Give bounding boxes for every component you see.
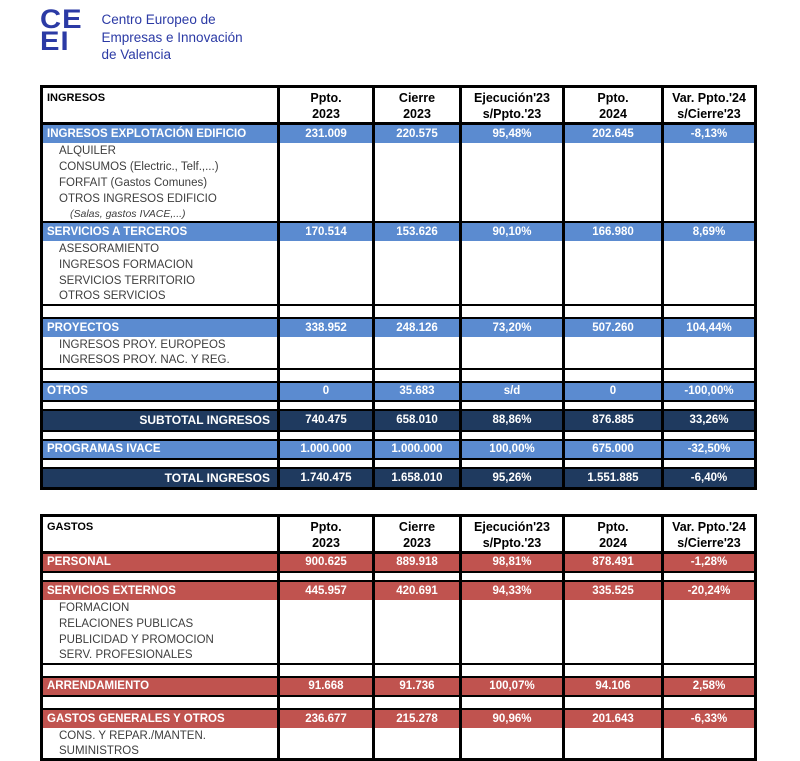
monogram-top: CE [40,4,83,34]
value-cell: 1.000.000 [279,440,374,459]
empty-cell [374,159,461,175]
empty-cell [42,664,279,677]
empty-cell [663,459,756,468]
empty-cell [374,728,461,744]
total-row [42,410,756,431]
empty-cell [279,143,374,159]
row-label: CONS. Y REPAR./MANTEN. [42,728,279,744]
section-row [42,124,756,143]
empty-cell [279,207,374,222]
sub-row [42,273,756,289]
empty-cell [461,241,564,257]
row-label: GASTOS GENERALES Y OTROS [42,709,279,728]
empty-cell [461,143,564,159]
empty-cell [461,401,564,410]
value-cell: 104,44% [663,318,756,337]
empty-cell [461,572,564,581]
empty-cell [461,431,564,440]
value-cell: 876.885 [564,410,663,431]
value-cell: 0 [279,382,374,401]
row-label: FORMACION [42,600,279,616]
column-header-line1: Ppto. [310,91,342,105]
value-cell: -32,50% [663,440,756,459]
column-header-line2: s/Ppto.'23 [482,536,542,550]
empty-cell [279,696,374,709]
value-cell: 0 [564,382,663,401]
value-cell: s/d [461,382,564,401]
sub-row [42,289,756,305]
empty-cell [374,431,461,440]
section-row [42,553,756,572]
sub-row [42,241,756,257]
column-header-line1: Ppto. [597,520,629,534]
empty-cell [374,369,461,382]
empty-cell [279,401,374,410]
logo-text-line: Centro Europeo de [101,12,216,27]
column-header-line2: 2024 [599,107,627,121]
sub-row [42,175,756,191]
column-header-line2: 2023 [403,107,431,121]
empty-cell [663,337,756,353]
empty-cell [279,369,374,382]
column-header [663,87,756,124]
empty-cell [279,191,374,207]
row-label: INGRESOS PROY. NAC. Y REG. [42,353,279,369]
empty-cell [374,175,461,191]
empty-cell [461,616,564,632]
empty-cell [663,207,756,222]
value-cell: 675.000 [564,440,663,459]
empty-cell [564,728,663,744]
value-cell: 1.551.885 [564,468,663,489]
value-cell: -6,33% [663,709,756,728]
blank-row [42,401,756,410]
logo-text-line: de Valencia [101,47,172,63]
empty-cell [374,616,461,632]
column-header-line1: Cierre [398,520,436,534]
empty-cell [564,289,663,305]
empty-cell [374,401,461,410]
blank-row [42,369,756,382]
value-cell: 88,86% [461,410,564,431]
empty-cell [374,696,461,709]
table-title: GASTOS [42,516,279,553]
empty-cell [564,143,663,159]
empty-cell [564,241,663,257]
empty-cell [564,175,663,191]
column-header [461,516,564,553]
empty-cell [564,257,663,273]
row-label: OTROS [42,382,279,401]
value-cell: 100,00% [461,440,564,459]
empty-cell [663,600,756,616]
row-label: ALQUILER [42,143,279,159]
sub-row [42,744,756,760]
empty-cell [461,696,564,709]
empty-cell [461,305,564,318]
column-header-line1: Var. Ppto.'24 [672,91,746,105]
column-header-line1: Ejecución'23 [474,520,550,534]
empty-cell [461,632,564,648]
empty-cell [42,459,279,468]
empty-cell [564,159,663,175]
value-cell: 202.645 [564,124,663,143]
empty-cell [663,369,756,382]
empty-cell [374,572,461,581]
row-label: INGRESOS EXPLOTACIÓN EDIFICIO [42,124,279,143]
monogram-bottom: EI [40,26,70,57]
empty-cell [374,664,461,677]
value-cell: 166.980 [564,222,663,241]
empty-cell [42,305,279,318]
empty-cell [663,143,756,159]
row-label: SERVICIOS EXTERNOS [42,581,279,600]
empty-cell [461,459,564,468]
section-row [42,382,756,401]
empty-cell [564,207,663,222]
empty-cell [42,431,279,440]
value-cell: 100,07% [461,677,564,696]
empty-cell [564,273,663,289]
empty-cell [461,207,564,222]
empty-cell [564,431,663,440]
blank-row [42,431,756,440]
empty-cell [663,273,756,289]
sub-row [42,632,756,648]
empty-cell [564,191,663,207]
value-cell: 878.491 [564,553,663,572]
value-cell: 220.575 [374,124,461,143]
row-label: SERVICIOS A TERCEROS [42,222,279,241]
blank-row [42,572,756,581]
empty-cell [461,175,564,191]
column-header-line1: Ppto. [597,91,629,105]
logo-text-line: Empresas e Innovación [101,29,243,45]
empty-cell [374,273,461,289]
value-cell: 95,48% [461,124,564,143]
empty-cell [564,744,663,760]
empty-cell [663,159,756,175]
empty-cell [374,207,461,222]
value-cell: 231.009 [279,124,374,143]
blank-row [42,459,756,468]
section-row [42,709,756,728]
empty-cell [564,632,663,648]
empty-cell [279,431,374,440]
section-row [42,318,756,337]
sub-row [42,353,756,369]
empty-cell [564,369,663,382]
column-header [564,516,663,553]
sub-row [42,600,756,616]
empty-cell [374,305,461,318]
row-label: SUBTOTAL INGRESOS [42,410,279,431]
value-cell: -1,28% [663,553,756,572]
empty-cell [564,401,663,410]
empty-cell [42,696,279,709]
row-label: ARRENDAMIENTO [42,677,279,696]
empty-cell [461,728,564,744]
value-cell: 94,33% [461,581,564,600]
empty-cell [461,273,564,289]
row-label: PUBLICIDAD Y PROMOCION [42,632,279,648]
empty-cell [279,632,374,648]
empty-cell [374,257,461,273]
empty-cell [461,664,564,677]
column-header-line2: s/Cierre'23 [677,107,741,121]
empty-cell [279,305,374,318]
sub-row [42,257,756,273]
empty-cell [279,175,374,191]
empty-cell [374,459,461,468]
empty-cell [42,572,279,581]
value-cell: 338.952 [279,318,374,337]
column-header [279,516,374,553]
empty-cell [564,600,663,616]
empty-cell [461,648,564,664]
value-cell: 236.677 [279,709,374,728]
empty-cell [279,257,374,273]
row-label: OTROS SERVICIOS [42,289,279,305]
row-label: PERSONAL [42,553,279,572]
value-cell: 33,26% [663,410,756,431]
empty-cell [564,459,663,468]
sub-row [42,728,756,744]
empty-cell [461,257,564,273]
column-header-line1: Ppto. [310,520,342,534]
value-cell: 201.643 [564,709,663,728]
empty-cell [374,191,461,207]
empty-cell [279,273,374,289]
empty-cell [374,744,461,760]
value-cell: 335.525 [564,581,663,600]
subitalic-row [42,207,756,222]
empty-cell [374,241,461,257]
value-cell: -6,40% [663,468,756,489]
column-header [663,516,756,553]
section-row [42,581,756,600]
column-header-line2: 2023 [312,107,340,121]
column-header-line2: 2023 [403,536,431,550]
empty-cell [374,143,461,159]
column-header-line2: s/Cierre'23 [677,536,741,550]
empty-cell [374,337,461,353]
empty-cell [564,572,663,581]
section-row [42,440,756,459]
row-label: CONSUMOS (Electric., Telf.,...) [42,159,279,175]
row-label: (Salas, gastos IVACE,...) [42,207,279,222]
sub-row [42,159,756,175]
empty-cell [663,401,756,410]
empty-cell [564,353,663,369]
row-label: ASESORAMIENTO [42,241,279,257]
value-cell: 35.683 [374,382,461,401]
value-cell: 1.000.000 [374,440,461,459]
value-cell: 900.625 [279,553,374,572]
sub-row [42,191,756,207]
ceei-monogram-icon [40,4,83,57]
empty-cell [279,600,374,616]
empty-cell [663,728,756,744]
row-label: PROYECTOS [42,318,279,337]
empty-cell [374,632,461,648]
empty-cell [564,696,663,709]
value-cell: 658.010 [374,410,461,431]
column-header [279,87,374,124]
row-label: INGRESOS FORMACION [42,257,279,273]
section-row [42,677,756,696]
empty-cell [663,289,756,305]
empty-cell [42,369,279,382]
blank-row [42,696,756,709]
empty-cell [461,600,564,616]
value-cell: 740.475 [279,410,374,431]
ceei-logo [40,4,243,64]
empty-cell [374,648,461,664]
empty-cell [663,744,756,760]
sub-row [42,616,756,632]
empty-cell [663,241,756,257]
table-title: INGRESOS [42,87,279,124]
blank-row [42,305,756,318]
empty-cell [564,337,663,353]
value-cell: 95,26% [461,468,564,489]
value-cell: 91.668 [279,677,374,696]
sub-row [42,648,756,664]
column-header-line1: Cierre [398,91,436,105]
value-cell: 1.658.010 [374,468,461,489]
empty-cell [663,175,756,191]
empty-cell [461,289,564,305]
gastos-table [40,514,757,761]
empty-cell [663,257,756,273]
empty-cell [279,459,374,468]
empty-cell [279,241,374,257]
section-row [42,222,756,241]
value-cell: 215.278 [374,709,461,728]
row-label: SUMINISTROS [42,744,279,760]
value-cell: 90,96% [461,709,564,728]
empty-cell [663,431,756,440]
empty-cell [279,159,374,175]
empty-cell [279,289,374,305]
column-header [374,87,461,124]
empty-cell [279,572,374,581]
value-cell: 445.957 [279,581,374,600]
row-label: FORFAIT (Gastos Comunes) [42,175,279,191]
column-header-line1: Ejecución'23 [474,91,550,105]
value-cell: 153.626 [374,222,461,241]
empty-cell [374,353,461,369]
column-header-line2: 2023 [312,536,340,550]
value-cell: -20,24% [663,581,756,600]
value-cell: 91.736 [374,677,461,696]
empty-cell [564,664,663,677]
row-label: SERV. PROFESIONALES [42,648,279,664]
value-cell: 8,69% [663,222,756,241]
empty-cell [279,648,374,664]
row-label: SERVICIOS TERRITORIO [42,273,279,289]
column-header-line2: 2024 [599,536,627,550]
value-cell: -100,00% [663,382,756,401]
empty-cell [279,664,374,677]
empty-cell [461,337,564,353]
row-label: INGRESOS PROY. EUROPEOS [42,337,279,353]
column-header-line2: s/Ppto.'23 [482,107,542,121]
value-cell: 170.514 [279,222,374,241]
value-cell: 98,81% [461,553,564,572]
empty-cell [663,616,756,632]
column-header [564,87,663,124]
ingresos-table-container [40,85,757,490]
empty-cell [279,616,374,632]
empty-cell [374,600,461,616]
empty-cell [461,353,564,369]
empty-cell [42,401,279,410]
empty-cell [663,305,756,318]
empty-cell [663,632,756,648]
value-cell: 889.918 [374,553,461,572]
empty-cell [461,369,564,382]
empty-cell [564,648,663,664]
empty-cell [279,337,374,353]
value-cell: 420.691 [374,581,461,600]
empty-cell [663,191,756,207]
logo-text [102,8,243,64]
gastos-table-container [40,514,757,761]
value-cell: -8,13% [663,124,756,143]
empty-cell [663,664,756,677]
value-cell: 73,20% [461,318,564,337]
ingresos-table [40,85,757,490]
value-cell: 507.260 [564,318,663,337]
row-label: TOTAL INGRESOS [42,468,279,489]
value-cell: 94.106 [564,677,663,696]
empty-cell [374,289,461,305]
empty-cell [279,728,374,744]
header-row [42,516,756,553]
empty-cell [663,353,756,369]
value-cell: 1.740.475 [279,468,374,489]
row-label: RELACIONES PUBLICAS [42,616,279,632]
column-header [461,87,564,124]
empty-cell [461,159,564,175]
sub-row [42,337,756,353]
empty-cell [663,572,756,581]
total-row [42,468,756,489]
empty-cell [461,744,564,760]
value-cell: 248.126 [374,318,461,337]
empty-cell [663,648,756,664]
empty-cell [564,616,663,632]
header-row [42,87,756,124]
blank-row [42,664,756,677]
sub-row [42,143,756,159]
empty-cell [663,696,756,709]
column-header-line1: Var. Ppto.'24 [672,520,746,534]
value-cell: 2,58% [663,677,756,696]
value-cell: 90,10% [461,222,564,241]
empty-cell [279,353,374,369]
row-label: OTROS INGRESOS EDIFICIO [42,191,279,207]
column-header [374,516,461,553]
empty-cell [564,305,663,318]
empty-cell [279,744,374,760]
row-label: PROGRAMAS IVACE [42,440,279,459]
empty-cell [461,191,564,207]
